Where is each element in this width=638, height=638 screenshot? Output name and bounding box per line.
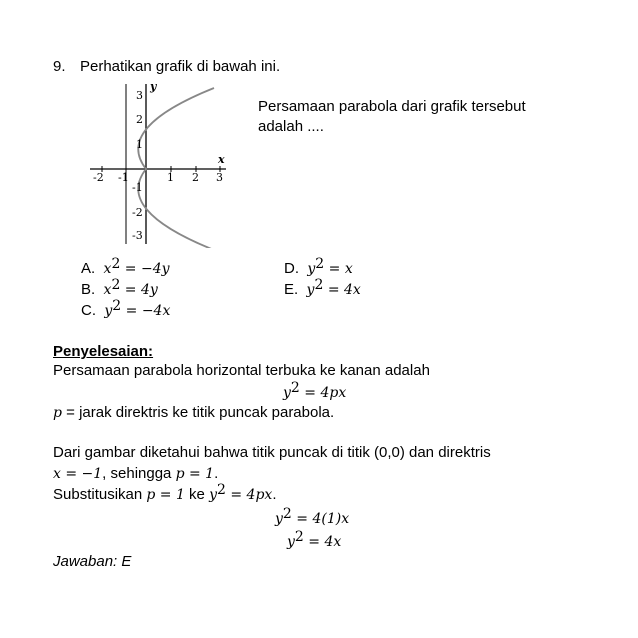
question-prompt: Perhatikan grafik di bawah ini. — [80, 58, 281, 75]
x-axis-label: x — [218, 153, 225, 166]
x-tick-label: -2 — [93, 171, 104, 184]
y-tick-label: 3 — [136, 89, 143, 102]
y-tick-label: -1 — [132, 181, 143, 194]
option-e[interactable]: E. $y^2 = 4x$ — [284, 277, 361, 298]
option-c[interactable]: C. $y^2 = -4x$ — [81, 298, 171, 319]
parabola-graph — [86, 80, 246, 248]
option-b[interactable]: B. $x^2 = 4y$ — [81, 277, 158, 298]
solution-line4: x = −1, sehingga p = 1. — [53, 465, 219, 482]
solution-line2: p = jarak direktris ke titik puncak parabola. — [53, 404, 335, 421]
solution-heading: Penyelesaian: — [53, 343, 154, 360]
solution-line5: Substitusikan p = 1 ke $y^2 = 4px$. — [53, 482, 277, 503]
parabola-curve — [138, 88, 214, 248]
solution-eq1: $y^2 = 4px$ — [283, 380, 347, 401]
y-tick-label: 2 — [136, 113, 143, 126]
y-tick-label: -3 — [132, 229, 143, 242]
side-text-line2: adalah .... — [258, 118, 324, 135]
y-axis-label: y — [150, 80, 157, 93]
solution-eq3: $y^2 = 4x$ — [287, 529, 342, 550]
x-tick-label: 3 — [216, 171, 223, 184]
solution-eq2: $y^2 = 4(1)x$ — [275, 506, 350, 527]
option-d[interactable]: D. $y^2 = x$ — [284, 256, 353, 277]
solution-line3: Dari gambar diketahui bahwa titik puncak di titik (0,0) dan direktris — [53, 444, 491, 461]
option-a[interactable]: A. $x^2 = -4y$ — [81, 256, 170, 277]
y-tick-label: 1 — [136, 138, 143, 151]
question-number: 9. — [53, 58, 66, 75]
x-tick-label: -1 — [118, 171, 129, 184]
solution-line1: Persamaan parabola horizontal terbuka ke kanan adalah — [53, 362, 430, 379]
side-text-line1: Persamaan parabola dari grafik tersebut — [258, 98, 526, 115]
answer-text: Jawaban: E — [53, 553, 132, 570]
y-tick-label: -2 — [132, 206, 143, 219]
x-tick-label: 1 — [167, 171, 174, 184]
x-tick-label: 2 — [192, 171, 199, 184]
